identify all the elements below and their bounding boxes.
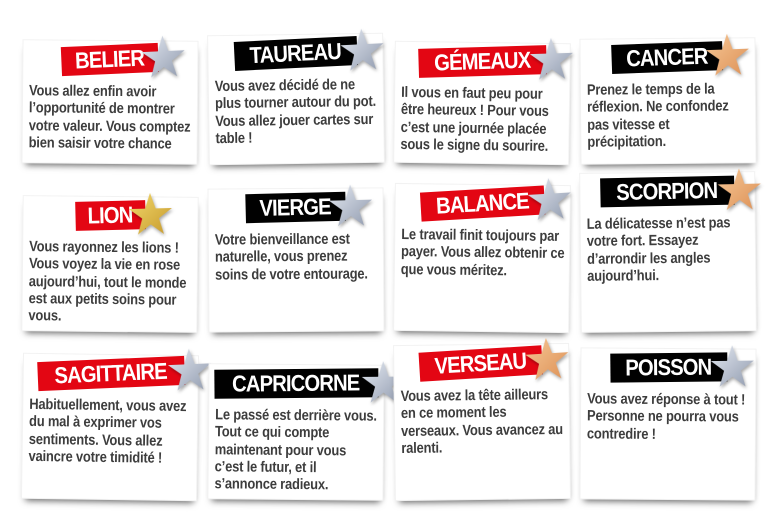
- zodiac-banner: [245, 192, 346, 223]
- zodiac-name: LION: [87, 201, 133, 229]
- zodiac-name: POISSON: [624, 353, 712, 381]
- zodiac-name: BELIER: [74, 44, 145, 74]
- zodiac-card-balance: [393, 183, 571, 333]
- zodiac-horoscope-text: Votre bienveillance est naturelle, vous prenez soins de votre entourage.: [214, 230, 368, 284]
- zodiac-horoscope-text: Le passé est derrière vous. Tout ce qui compte maintenant pour vous c’est le futur, et il s’annonce radieux.: [214, 406, 377, 494]
- zodiac-horoscope-text: Vous allez enfin avoir l’opportunité de montrer votre valeur. Vous comptez bien saisir votre chance: [28, 82, 191, 153]
- zodiac-banner-row: [394, 348, 568, 384]
- zodiac-banner-row: [580, 42, 754, 78]
- zodiac-horoscope-text: Vous avez réponse à tout ! Personne ne pourra vous contredire !: [586, 390, 746, 443]
- orange-star-icon: [705, 32, 751, 78]
- zodiac-card-belier: [21, 39, 198, 165]
- orange-star-icon: [524, 336, 571, 383]
- silver-star-icon: [166, 347, 212, 393]
- zodiac-banner: [600, 176, 734, 208]
- orange-star-icon: [717, 167, 762, 212]
- zodiac-card-capricorne: [207, 363, 384, 501]
- zodiac-card-scorpion: [579, 171, 757, 333]
- zodiac-banner: [214, 369, 378, 399]
- zodiac-horoscope-text: Prenez le temps de la réflexion. Ne confondez pas vitesse et précipitation.: [586, 80, 729, 151]
- zodiac-banner: [419, 346, 544, 382]
- zodiac-horoscope-text: Habituellement, vous avez du mal à exprimer vos sentiments. Vous allez vaincre votre timidité !: [28, 396, 187, 467]
- zodiac-banner: [611, 41, 723, 74]
- silver-star-icon: [527, 176, 573, 222]
- zodiac-banner-row: [209, 192, 383, 227]
- zodiac-banner: [610, 353, 727, 383]
- zodiac-card-lion: [21, 195, 198, 333]
- zodiac-horoscope-text: Vous rayonnez les lions ! Vous voyez la vie en rose aujourd’hui, tout le monde est aux petits soins pour vous.: [28, 238, 187, 325]
- zodiac-name: GÉMEAUX: [433, 46, 531, 76]
- zodiac-card-poisson: [579, 348, 756, 501]
- zodiac-horoscope-text: La délicatesse n’est pas votre fort. Essayez d’arrondir les angles aujourd’hui.: [586, 214, 731, 285]
- zodiac-banner-row: [581, 353, 755, 388]
- zodiac-banner-row: [23, 358, 197, 394]
- zodiac-name: BALANCE: [435, 187, 530, 219]
- zodiac-card-cancer: [579, 37, 756, 165]
- zodiac-name: VIERGE: [259, 193, 332, 221]
- zodiac-banner-row: [209, 368, 383, 404]
- zodiac-banner-row: [395, 188, 569, 224]
- zodiac-card-vierge: [207, 187, 384, 332]
- zodiac-card-gemeaux: [393, 41, 571, 165]
- zodiac-banner-row: [208, 38, 382, 74]
- zodiac-banner: [418, 45, 547, 78]
- zodiac-banner: [420, 185, 546, 221]
- zodiac-name: VERSEAU: [434, 347, 528, 380]
- zodiac-name: SCORPION: [616, 176, 718, 206]
- zodiac-name: CANCER: [626, 42, 709, 72]
- zodiac-name: CAPRICORNE: [232, 369, 360, 397]
- silver-star-icon: [328, 183, 373, 228]
- zodiac-name: SAGITTAIRE: [53, 357, 167, 389]
- zodiac-card-sagittaire: [21, 353, 199, 502]
- zodiac-name: TAUREAU: [248, 37, 342, 69]
- gold-star-icon: [128, 191, 173, 236]
- zodiac-banner: [75, 200, 146, 231]
- zodiac-card-taureau: [207, 33, 385, 165]
- silver-star-icon: [339, 27, 385, 73]
- silver-star-icon: [529, 36, 574, 81]
- zodiac-banner: [61, 43, 160, 76]
- zodiac-banner-row: [395, 46, 569, 82]
- zodiac-banner: [37, 356, 185, 391]
- zodiac-horoscope-text: Le travail finit toujours par payer. Vous allez obtenir ce que vous méritez.: [400, 226, 565, 279]
- zodiac-banner-row: [23, 200, 197, 236]
- zodiac-horoscope-text: Il vous en faut peu pour être heureux ! Pour vous c’est une journée placée sous le signe du sourire.: [400, 83, 549, 155]
- silver-star-icon: [710, 344, 754, 388]
- zodiac-horoscope-text: Vous avez décidé de ne plus tourner autour du pot. Vous allez jouer cartes sur table !: [214, 76, 377, 147]
- zodiac-banner-row: [580, 176, 754, 212]
- zodiac-horoscope-text: Vous avez la tête ailleurs en ce moment les verseaux. Vous avancez au ralenti.: [400, 386, 564, 457]
- zodiac-banner-row: [23, 44, 197, 80]
- silver-star-icon: [141, 34, 187, 80]
- zodiac-banner: [233, 36, 357, 71]
- zodiac-card-verseau: [393, 343, 571, 501]
